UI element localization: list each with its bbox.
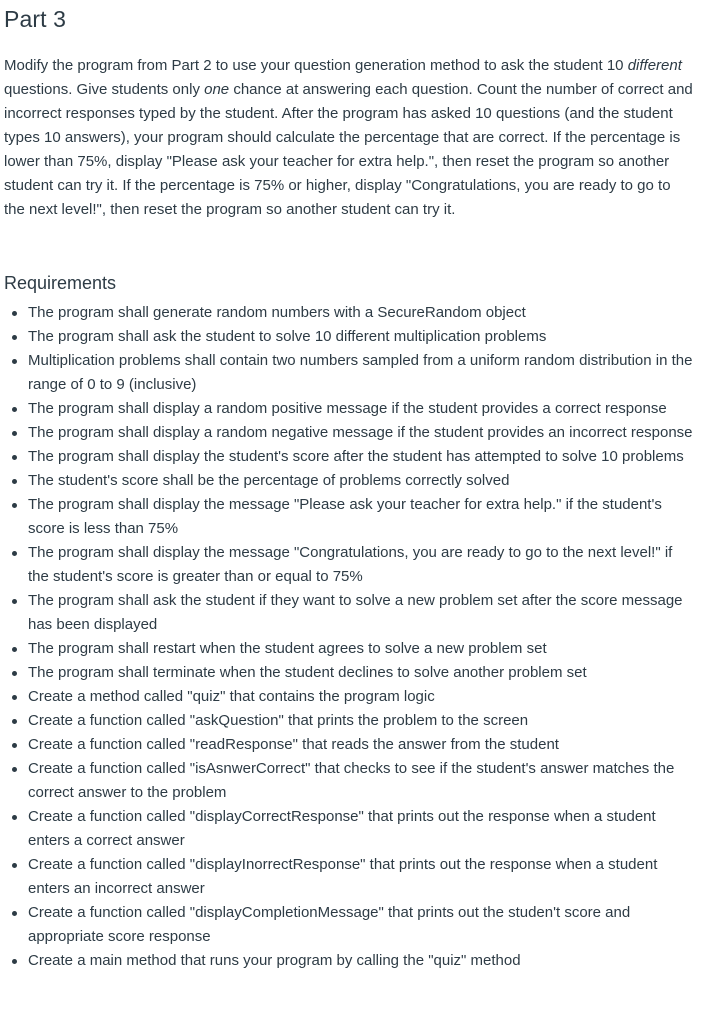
list-item: The program shall ask the student if they want to solve a new problem set after the score message has been displayed: [28, 589, 694, 637]
list-item: Create a function called "readResponse" that reads the answer from the student: [28, 733, 694, 757]
list-item: Multiplication problems shall contain two numbers sampled from a uniform random distribution in the range of 0 to 9 (inclusive): [28, 349, 694, 397]
requirements-heading: Requirements: [4, 273, 117, 293]
list-item: The program shall terminate when the student declines to solve another problem set: [28, 661, 694, 685]
list-item: Create a method called "quiz" that contains the program logic: [28, 685, 694, 709]
requirements-list: [4, 301, 694, 973]
intro-emphasis-one: one: [204, 81, 230, 98]
list-item: The program shall restart when the student agrees to solve a new problem set: [28, 637, 694, 661]
list-item: Create a function called "askQuestion" that prints the problem to the screen: [28, 709, 694, 733]
list-item: The program shall generate random numbers with a SecureRandom object: [28, 301, 694, 325]
list-item: Create a function called "displayCorrectResponse" that prints out the response when a student enters a correct answer: [28, 805, 694, 853]
list-item: The program shall display the message "Congratulations, you are ready to go to the next level!" if the student's score is greater than or equal to 75%: [28, 541, 694, 589]
intro-text-1: Modify the program from Part 2 to use your question generation method to ask the student 10: [4, 57, 628, 74]
list-item: The program shall ask the student to solve 10 different multiplication problems: [28, 325, 694, 349]
intro-emphasis-different: different: [627, 57, 682, 74]
list-item: Create a function called "displayInorrectResponse" that prints out the response when a student enters an incorrect answer: [28, 853, 694, 901]
list-item: The program shall display the student's score after the student has attempted to solve 10 problems: [28, 445, 694, 469]
list-item: The program shall display the message "Please ask your teacher for extra help." if the student's score is less than 75%: [28, 493, 694, 541]
list-item: Create a main method that runs your program by calling the "quiz" method: [28, 949, 694, 973]
page-title: Part 3: [4, 6, 66, 32]
list-item: Create a function called "displayCompletionMessage" that prints out the studen't score and appropriate score response: [28, 901, 694, 949]
intro-text-3: chance at answering each question. Count the number of correct and incorrect responses typed by the student. After the program has asked 10 questions (and the student types 10 answers), your program should calculate the percentage that are correct. If the percentage is lower than 75%, display "Please ask your teacher for extra help.", then reset the program so another student can try it. If the percentage is 75% or higher, display "Congratulations, you are ready to go to the next level!", then reset the program so another student can try it.: [4, 81, 693, 218]
list-item: The student's score shall be the percentage of problems correctly solved: [28, 469, 694, 493]
intro-paragraph: [4, 54, 694, 222]
intro-text-2: questions. Give students only: [4, 81, 205, 98]
list-item: Create a function called "isAsnwerCorrect" that checks to see if the student's answer matches the correct answer to the problem: [28, 757, 694, 805]
list-item: The program shall display a random negative message if the student provides an incorrect response: [28, 421, 694, 445]
list-item: The program shall display a random positive message if the student provides a correct response: [28, 397, 694, 421]
